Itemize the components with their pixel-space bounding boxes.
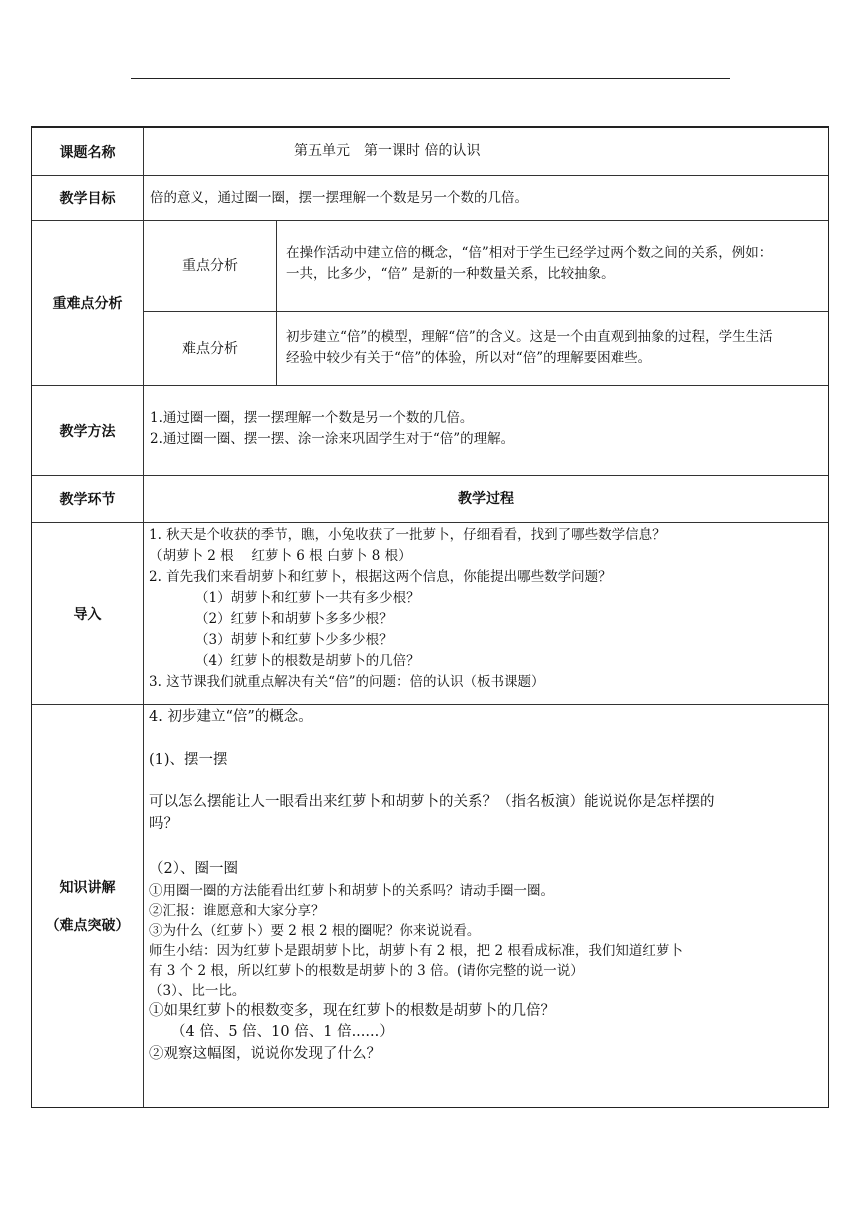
knowledge-line: （3）、比一比。	[149, 982, 246, 999]
knowledge-line: 可以怎么摆能让人一眼看出来红萝卜和胡萝卜的关系？（指名板演）能说说你是怎样摆的	[149, 794, 715, 810]
title-row	[32, 128, 828, 175]
key-analysis-label: 重点分析	[144, 221, 277, 311]
method-label: 教学方法	[32, 386, 144, 475]
knowledge-line: (1)、摆一摆	[149, 751, 228, 768]
title-label: 课题名称	[32, 128, 144, 175]
intro-question: （3）胡萝卜和红萝卜少多少根？	[195, 632, 393, 648]
intro-question: （4）红萝卜的根数是胡萝卜的几倍？	[195, 653, 420, 669]
knowledge-line: ①如果红萝卜的根数变多，现在红萝卜的根数是胡萝卜的几倍？	[149, 1002, 555, 1019]
intro-line: 3. 这节课我们就重点解决有关“倍”的问题：倍的认识（板书课题）	[149, 674, 545, 690]
key-difficulty-label: 重难点分析	[32, 221, 144, 385]
knowledge-line: 吗？	[149, 815, 178, 832]
lesson-plan-table	[31, 126, 829, 1108]
intro-label: 导入	[32, 523, 144, 704]
process-step-label: 教学环节	[32, 476, 144, 522]
difficulty-analysis-label: 难点分析	[144, 312, 277, 386]
knowledge-line: 师生小结：因为红萝卜是跟胡萝卜比，胡萝卜有 2 根，把 2 根看成标准，我们知道红萝卜	[149, 942, 683, 959]
intro-line: 2. 首先我们来看胡萝卜和红萝卜，根据这两个信息，你能提出哪些数学问题？	[149, 569, 612, 585]
knowledge-row	[32, 704, 828, 1107]
intro-line: （胡萝卜 2 根 红萝卜 6 根 白萝卜 8 根）	[149, 548, 412, 564]
knowledge-line: （2）、圈一圈	[149, 861, 238, 877]
knowledge-line: ②汇报：谁愿意和大家分享？	[149, 902, 325, 919]
knowledge-label-cell	[32, 705, 144, 1107]
knowledge-line: 有 3 个 2 根，所以红萝卜的根数是胡萝卜的 3 倍。(请你完整的说一说）	[149, 962, 584, 979]
knowledge-label: 知识讲解	[59, 880, 116, 896]
intro-row	[32, 522, 828, 704]
knowledge-line: ③为什么（红萝卜）要 2 根 2 根的圈呢？你来说说看。	[149, 922, 481, 939]
difficulty-analysis-text: 初步建立“倍”的模型，理解“倍”的含义。这是一个由直观到抽象的过程，学生生活 经验中较少有关于“倍”的体验，所以对“倍”的理解要困难些。	[286, 329, 773, 366]
knowledge-line: ②观察这幅图，说说你发现了什么？	[149, 1045, 381, 1062]
knowledge-sublabel: （难点突破）	[45, 918, 130, 934]
process-header: 教学过程	[458, 490, 514, 507]
header-rule	[131, 78, 730, 79]
intro-question: （2）红萝卜和胡萝卜多多少根？	[195, 611, 393, 627]
key-analysis-text: 在操作活动中建立倍的概念，“倍”相对于学生已经学过两个数之间的关系，例如： 一共，比多少，“倍” 是新的一种数量关系，比较抽象。	[286, 245, 773, 282]
method-line: 1.通过圈一圈，摆一摆理解一个数是另一个数的几倍。	[150, 410, 474, 426]
knowledge-line: 4. 初步建立“倍”的概念。	[149, 709, 313, 725]
knowledge-line: （4 倍、5 倍、10 倍、1 倍......）	[171, 1024, 394, 1040]
objective-text: 倍的意义，通过圈一圈，摆一摆理解一个数是另一个数的几倍。	[150, 190, 528, 206]
key-difficulty-row	[32, 220, 828, 385]
objective-label: 教学目标	[32, 176, 144, 220]
method-row	[32, 385, 828, 475]
process-header-row	[32, 475, 828, 522]
lesson-title: 第五单元 第一课时 倍的认识	[294, 143, 481, 159]
method-line: 2.通过圈一圈、摆一摆、涂一涂来巩固学生对于“倍”的理解。	[150, 431, 515, 447]
intro-line: 1. 秋天是个收获的季节，瞧，小兔收获了一批萝卜，仔细看看，找到了哪些数学信息？	[149, 527, 666, 543]
intro-question: （1）胡萝卜和红萝卜一共有多少根？	[195, 590, 420, 606]
knowledge-line: ①用圈一圈的方法能看出红萝卜和胡萝卜的关系吗？请动手圈一圈。	[149, 882, 554, 899]
objective-row	[32, 175, 828, 220]
